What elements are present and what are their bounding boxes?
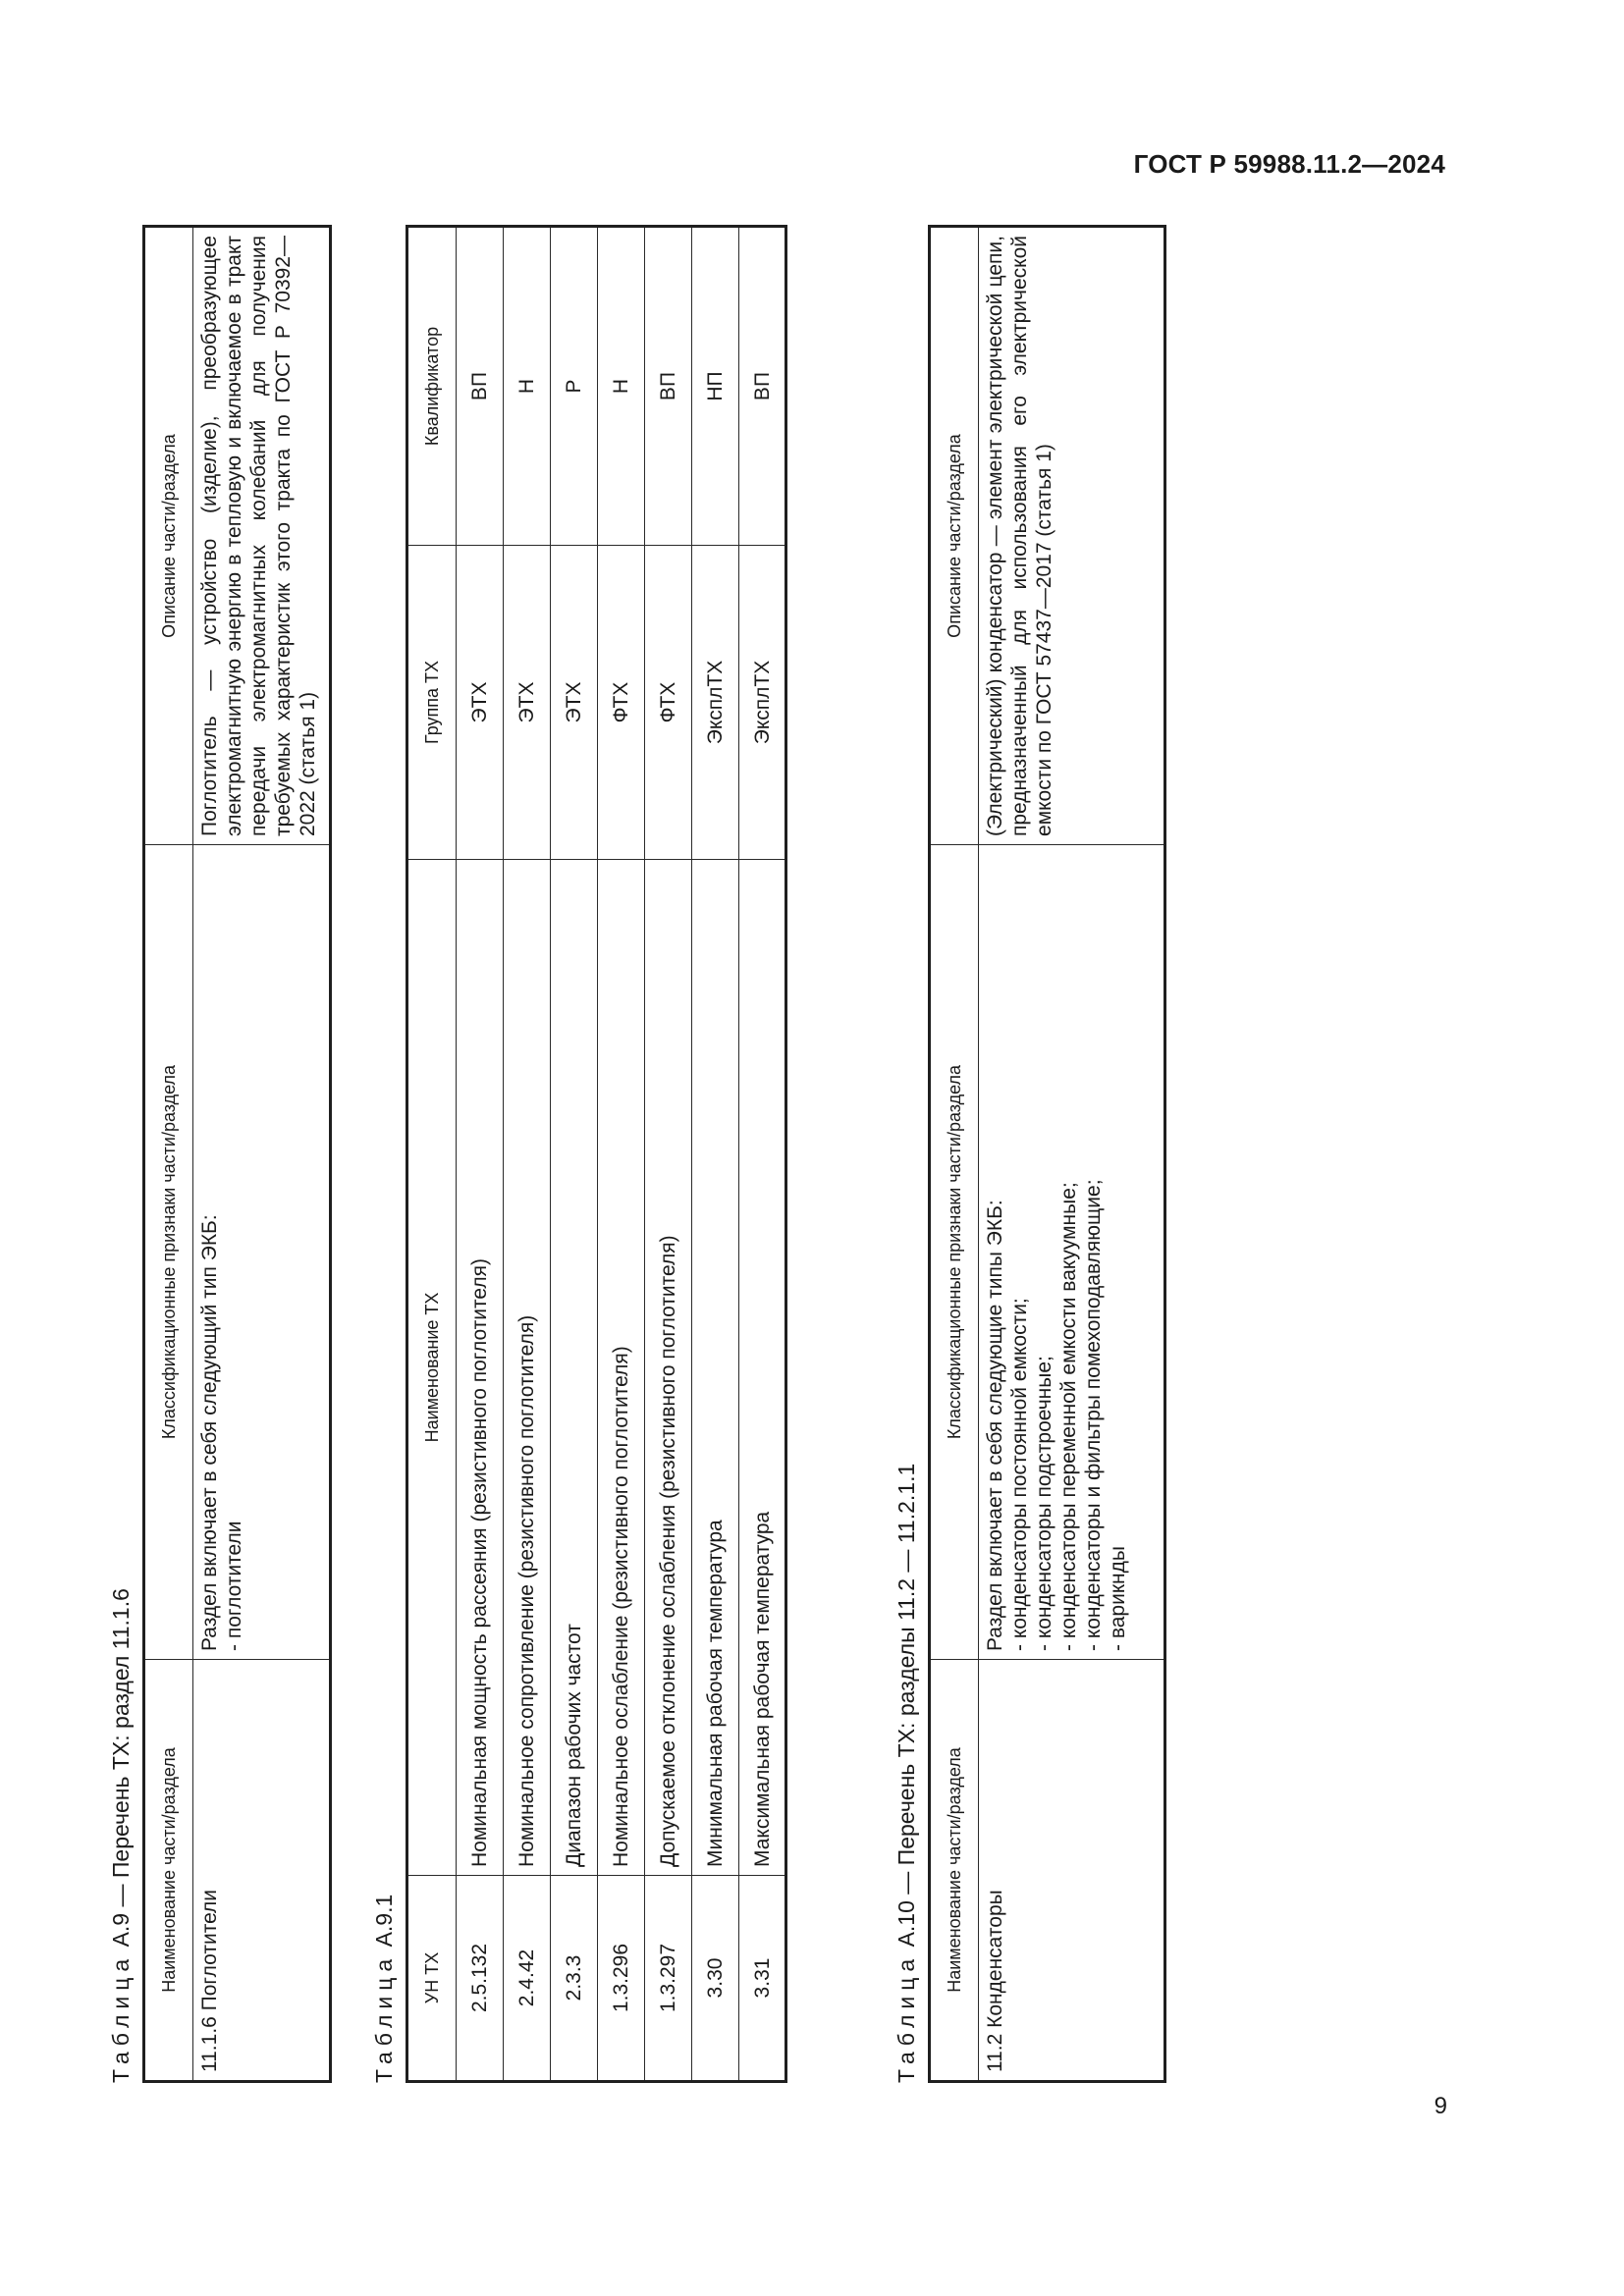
table-a9-caption: [108, 1588, 135, 2083]
name-cell: Номинальное сопротивление (резистивного поглотителя): [504, 860, 551, 1876]
classification-cell: [193, 845, 331, 1660]
group-cell: ФТХ: [598, 546, 645, 860]
table-header-row: [930, 227, 979, 2082]
list-item: - варикнды: [1107, 1546, 1129, 1651]
table-a10-caption: [893, 1464, 920, 2083]
code-cell: 2.5.132: [457, 1876, 504, 2082]
description-cell: (Электрический) конденсатор — элемент электрической цепи, предназначенный для использования его электрической емкости по ГОСТ 57437—2017 (статья 1): [979, 227, 1165, 845]
group-cell: ЭТХ: [551, 546, 598, 860]
qualifier-cell: Р: [551, 227, 598, 546]
description-cell: Поглотитель — устройство (изделие), преобразующее электромагнитную энергию в тепловую и включаемое в тракт передачи электромагнитных колебаний для получения требуемых характеристик этого тракта по ГОСТ Р 70392—2022 (статья 1): [193, 227, 331, 845]
column-header: Классификационные признаки части/раздела: [144, 845, 193, 1660]
group-cell: ФТХ: [645, 546, 692, 860]
name-cell: Номинальное ослабление (резистивного поглотителя): [598, 860, 645, 1876]
table-row: [551, 227, 598, 2082]
column-header: Наименование ТХ: [407, 860, 457, 1876]
group-cell: ЭТХ: [457, 546, 504, 860]
table-header-row: [407, 227, 457, 2082]
document-code: ГОСТ Р 59988.11.2—2024: [1133, 149, 1445, 179]
caption-word: Таблица: [371, 1952, 397, 2083]
section-name: 11.1.6 Поглотители: [193, 1660, 331, 2082]
column-header: Квалификатор: [407, 227, 457, 546]
column-header: Наименование части/раздела: [144, 1660, 193, 2082]
table-row: [739, 227, 786, 2082]
table-row: [692, 227, 739, 2082]
code-cell: 1.3.296: [598, 1876, 645, 2082]
section-name: 11.2 Конденсаторы: [979, 1660, 1165, 2082]
qualifier-cell: ВП: [645, 227, 692, 546]
page-number: 9: [1434, 2093, 1447, 2119]
list-item: - конденсаторы подстроечные;: [1033, 1356, 1056, 1651]
classification-intro: Раздел включает в себя следующие типы ЭКБ:: [984, 1200, 1006, 1651]
caption-word: Таблица: [893, 1952, 919, 2083]
column-header: УН ТХ: [407, 1876, 457, 2082]
list-item: - конденсаторы переменной емкости вакуумные;: [1057, 1182, 1080, 1651]
list-item: - конденсаторы постоянной емкости;: [1008, 1298, 1031, 1651]
code-cell: 3.31: [739, 1876, 786, 2082]
group-cell: ЭксплТХ: [739, 546, 786, 860]
code-cell: 2.4.42: [504, 1876, 551, 2082]
qualifier-cell: ВП: [739, 227, 786, 546]
table-row: [598, 227, 645, 2082]
group-cell: ЭТХ: [504, 546, 551, 860]
classification-item: - поглотители: [223, 1521, 245, 1651]
caption-text: А.9 — Перечень ТХ: раздел 11.1.6: [108, 1588, 134, 1948]
caption-word: Таблица: [108, 1952, 134, 2083]
table-a91: [406, 225, 787, 2083]
table-row: [504, 227, 551, 2082]
column-header: Описание части/раздела: [930, 227, 979, 845]
table-a10: [928, 225, 1166, 2083]
classification-intro: Раздел включает в себя следующий тип ЭКБ:: [198, 1214, 221, 1651]
table-a91-caption: [371, 1895, 398, 2083]
name-cell: Максимальная рабочая температура: [739, 860, 786, 1876]
qualifier-cell: Н: [598, 227, 645, 546]
group-cell: ЭксплТХ: [692, 546, 739, 860]
classification-list: [1007, 853, 1130, 1651]
column-header: Наименование части/раздела: [930, 1660, 979, 2082]
code-cell: 2.3.3: [551, 1876, 598, 2082]
table-row: [645, 227, 692, 2082]
qualifier-cell: НП: [692, 227, 739, 546]
list-item: - конденсаторы и фильтры помехоподавляющие;: [1082, 1179, 1105, 1651]
caption-text: А.9.1: [371, 1894, 397, 1948]
column-header: Группа ТХ: [407, 546, 457, 860]
name-cell: Номинальная мощность рассеяния (резистивного поглотителя): [457, 860, 504, 1876]
table-header-row: [144, 227, 193, 2082]
column-header: Классификационные признаки части/раздела: [930, 845, 979, 1660]
caption-text: А.10 — Перечень ТХ: разделы 11.2 — 11.2.1.1: [893, 1463, 919, 1948]
code-cell: 1.3.297: [645, 1876, 692, 2082]
name-cell: Диапазон рабочих частот: [551, 860, 598, 1876]
name-cell: Минимальная рабочая температура: [692, 860, 739, 1876]
name-cell: Допускаемое отклонение ослабления (резистивного поглотителя): [645, 860, 692, 1876]
rotated-content: [108, 228, 1463, 2083]
table-row: [457, 227, 504, 2082]
classification-cell: [979, 845, 1165, 1660]
table-row: [979, 227, 1165, 2082]
column-header: Описание части/раздела: [144, 227, 193, 845]
qualifier-cell: ВП: [457, 227, 504, 546]
code-cell: 3.30: [692, 1876, 739, 2082]
table-row: [193, 227, 331, 2082]
qualifier-cell: Н: [504, 227, 551, 546]
table-a9: [142, 225, 332, 2083]
